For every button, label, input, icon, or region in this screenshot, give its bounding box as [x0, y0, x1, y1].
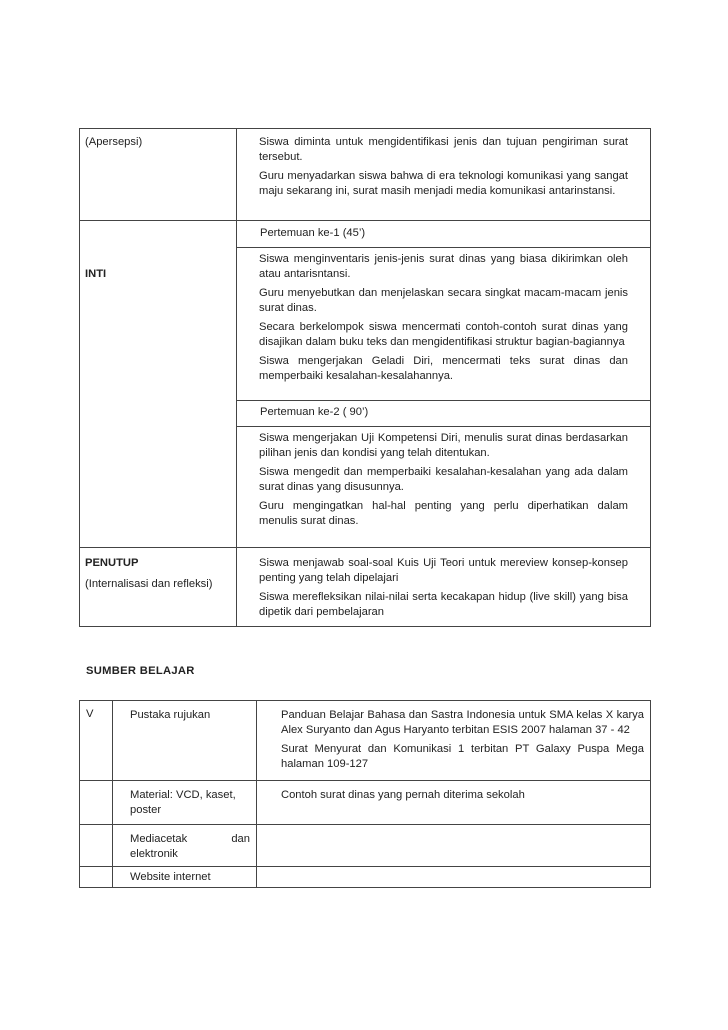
check-mark — [80, 825, 113, 867]
activity-cell — [237, 221, 651, 548]
activity-cell — [237, 548, 651, 627]
table-row — [80, 867, 651, 888]
phase-label: PENUTUP — [85, 557, 139, 569]
resource-item: Surat Menyurat dan Komunikasi 1 terbitan PT Galaxy Puspa Mega halaman 109-127 — [281, 743, 644, 770]
activity-text: Siswa mengerjakan Geladi Diri, mencermati teks surat dinas dan memperbaiki kesalahan-kesalahannya. — [259, 355, 628, 382]
resource-label-part: elektronik — [130, 848, 178, 860]
phase-sublabel: (Internalisasi dan refleksi) — [85, 578, 213, 590]
resource-label-part: Mediacetak — [130, 833, 188, 845]
table-row — [80, 701, 651, 781]
resource-detail — [257, 867, 651, 888]
learning-activities-table — [79, 128, 651, 627]
activity-text: Siswa mengedit dan memperbaiki kesalahan-kesalahan yang ada dalam surat dinas yang disusunnya. — [259, 466, 628, 493]
table-row — [80, 825, 651, 867]
resource-item: Panduan Belajar Bahasa dan Sastra Indonesia untuk SMA kelas X karya Alex Suryanto dan Agus Haryanto terbitan ESIS 2007 halaman 37 - 42 — [281, 709, 644, 736]
resource-detail — [257, 781, 651, 825]
phase-cell — [80, 221, 237, 548]
activity-text: Siswa diminta untuk mengidentifikasi jenis dan tujuan pengiriman surat tersebut. — [259, 136, 628, 163]
table-row-inti — [80, 221, 651, 548]
phase-cell — [80, 129, 237, 221]
table-row-apersepsi — [80, 129, 651, 221]
check-mark — [80, 781, 113, 825]
activity-text: Siswa menjawab soal-soal Kuis Uji Teori untuk mereview konsep-konsep penting yang telah dipelajari — [259, 557, 628, 584]
table-row — [80, 781, 651, 825]
resource-label — [113, 825, 257, 867]
activity-text: Siswa menginventaris jenis-jenis surat dinas yang biasa dikirimkan oleh atau antarisntansi. — [259, 253, 628, 280]
meeting-header-2: Pertemuan ke-2 ( 90’) — [260, 406, 369, 418]
check-mark: V — [80, 701, 113, 781]
activity-text: Siswa mengerjakan Uji Kompetensi Diri, menulis surat dinas berdasarkan pilihan jenis dan kondisi yang telah ditentukan. — [259, 432, 628, 459]
check-mark — [80, 867, 113, 888]
activity-text: Guru menyebutkan dan menjelaskan secara singkat macam-macam jenis surat dinas. — [259, 287, 628, 314]
activity-text: Guru mengingatkan hal-hal penting yang perlu diperhatikan dalam menulis surat dinas. — [259, 500, 628, 527]
activity-cell — [237, 129, 651, 221]
meeting-header-1: Pertemuan ke-1 (45’) — [260, 227, 366, 239]
activity-text: Secara berkelompok siswa mencermati contoh-contoh surat dinas yang disajikan dalam buku teks dan mengidentifikasi struktur bagian-bagiannya — [259, 321, 628, 348]
phase-label: INTI — [85, 268, 107, 280]
resource-detail — [257, 701, 651, 781]
resource-label: Website internet — [113, 867, 257, 888]
activity-text: Guru menyadarkan siswa bahwa di era teknologi komunikasi yang sangat maju sekarang ini, surat masih menjadi media komunikasi antarinstansi. — [259, 170, 628, 197]
learning-resources-table — [79, 700, 651, 888]
resource-label-part: dan — [231, 833, 250, 845]
activity-text: Siswa merefleksikan nilai-nilai serta kecakapan hidup (live skill) yang bisa dipetik dari pembelajaran — [259, 591, 628, 618]
section-heading: SUMBER BELAJAR — [86, 665, 195, 677]
phase-cell — [80, 548, 237, 627]
phase-label: (Apersepsi) — [85, 136, 143, 148]
table-row-penutup — [80, 548, 651, 627]
resource-detail — [257, 825, 651, 867]
resource-label: Pustaka rujukan — [113, 701, 257, 781]
resource-label: Material: VCD, kaset, poster — [113, 781, 257, 825]
resource-item: Contoh surat dinas yang pernah diterima sekolah — [281, 789, 525, 801]
